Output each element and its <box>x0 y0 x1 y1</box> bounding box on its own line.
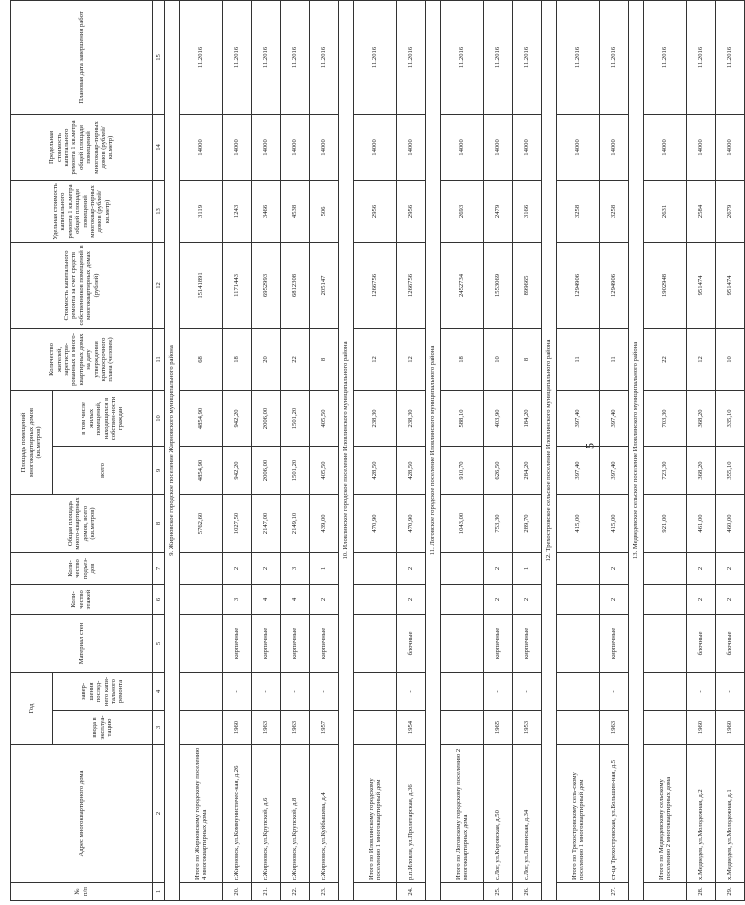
column-numbers: 1 2 3 4 5 6 7 8 9 10 11 12 13 14 15 <box>153 0 165 900</box>
header-address: Адрес многоквартирного дома <box>11 745 153 883</box>
subtotal-label: Итого по Иловлинскому городскому поселению 1 многоквартирный дом <box>354 745 397 883</box>
section-heading: 11. Логовское городское поселение Иловлинского муниципального района <box>426 0 441 900</box>
header-total-area: Общая площадь много-квартирных домов, всего (кв.метров) <box>11 494 153 552</box>
header-premises-area: Площадь помещений многоквартирных домов (кв.метров) <box>11 390 53 494</box>
table-row: 22. г.Жирновск, ул.Крупской, д.8 1963 - кирпичные 4 3 2149,10 1501,20 1501,20 22 6812308 4538 14000 11.2016 <box>281 0 310 900</box>
capital-repair-table <box>10 0 745 901</box>
table-row: 25. с.Лог, ул.Кировская, д.50 1965 - кирпичные 2 2 753,30 626,50 403,90 10 1553069 2479 14000 11.2016 <box>484 0 513 900</box>
table-row: 24. р.п.Иловля, ул.Пролетарская, д.36 1954 - блочные 2 2 470,90 428,50 238,30 12 1266756 2956 14000 11.2016 <box>397 0 426 900</box>
header-commissioning: ввода в эксплуа-тацию <box>53 711 153 745</box>
header-completion-date: Плановая дата завершения работ <box>11 0 153 114</box>
header-floors: Коли-чество этажей <box>11 584 153 614</box>
subtotal-label: Итого по Логовскому городскому поселению 2 многоквартирных дома <box>441 745 484 883</box>
table-row: 29. х.Медведев, ул.Молодежная, д.1 1960 - блочные 2 2 460,00 355,10 335,10 10 951474 2679 14000 11.2016 <box>716 0 745 900</box>
header-last-repair: завер-шения послед-него капи-тального ремонта <box>53 672 153 710</box>
header-area-owned: в том числе жилых помещений, находящихся в собствен-ности граждан <box>53 390 153 446</box>
header-limit-cost: Предельная стоимость капитального ремонта 1 кв.метра общей площади помещений многоквар-тирных домов (рублей/ кв.метр) <box>11 114 153 180</box>
header-unit-cost: Удельная стоимость капитального ремонта 1 кв.метра общей площади помещений многоквар-тирных домов (рублей/ кв.метр) <box>11 180 153 242</box>
subtotal-label: Итого по Медведевскому сельскому поселению 2 многоквартирных дома <box>644 745 687 883</box>
header-number: № п/п <box>11 883 153 901</box>
subtotal-row: Итого по Иловлинскому городскому поселению 1 многоквартирный дом 470,90 428,50 238,30 12 1266756 2956 14000 11.2016 <box>354 0 397 900</box>
section-heading: 12. Трехостровское сельское поселение Иловлинского муниципального района <box>542 0 557 900</box>
section-heading: 13. Медведевское сельское поселение Иловлинского муниципального района <box>629 0 644 900</box>
header-cost: Стоимость капитального ремонта за счет средств собственников помещений в многоквартирных домах (рублей) <box>11 242 153 328</box>
section-heading: 9. Жирновское городское поселение Жирновского муниципального района <box>165 0 180 900</box>
header-residents: Количество жителей, зарегистри-рованных в много-квартирных домах на дату утверждения краткосрочного плана (человек) <box>11 328 153 390</box>
page-number: 5 <box>582 443 597 449</box>
header-year: Год <box>11 672 53 744</box>
table-row: 23. г.Жирновск, ул.Куйбышева, д.4 1957 - кирпичные 2 1 439,00 405,50 405,50 8 205147 506 14000 11.2016 <box>310 0 339 900</box>
subtotal-label: Итого по Трехостровскому сель-скому поселению 1 многоквартирный дом <box>557 745 600 883</box>
section-heading: 10. Иловлинское городское поселение Иловлинского муниципального района <box>339 0 354 900</box>
table-row: 28. х.Медведев, ул.Молодежная, д.2 1960 - блочные 2 2 461,00 368,20 368,20 12 951474 2584 14000 11.2016 <box>687 0 716 900</box>
subtotal-label: Итого по Жирновскому городскому поселению 4 многоквартирных дома <box>180 745 223 883</box>
table-row: 21. г.Жирновск, ул.Крупской, д.6 1963 - кирпичные 4 2 2147,00 2006,00 2006,00 20 6952993 3466 14000 11.2016 <box>252 0 281 900</box>
header-area-total: всего <box>53 446 153 494</box>
subtotal-row: Итого по Жирновскому городскому поселению 4 многоквартирных дома 5762,60 4854,90 4854,90 68 15141891 3119 14000 11.2016 <box>180 0 223 900</box>
header-entrances: Коли-чество подъез-дов <box>11 552 153 584</box>
table-row: 27. ст-ца Трехостровская, ул.Большин-ная, д.5 1963 - кирпичные 2 2 415,00 397,40 397,40 11 1294906 3258 14000 11.2016 <box>600 0 629 900</box>
subtotal-row: Итого по Медведевскому сельскому поселению 2 многоквартирных дома 921,00 723,30 703,30 22 1902948 2631 14000 11.2016 <box>644 0 687 900</box>
subtotal-row: Итого по Логовскому городскому поселению 2 многоквартирных дома 1043,00 910,70 588,10 18 2452734 2693 14000 11.2016 <box>441 0 484 900</box>
subtotal-row: Итого по Трехостровскому сель-скому поселению 1 многоквартирный дом 415,00 397,40 397,40 11 1294906 3258 14000 11.2016 <box>557 0 600 900</box>
table-row: 26. с.Лог, ул.Ленинская, д.34 1953 - кирпичные 2 1 289,70 284,20 184,20 8 899665 3166 14000 11.2016 <box>513 0 542 900</box>
header-wall-material: Материал стен <box>11 614 153 672</box>
table-row: 20. г.Жирновск, ул.Коммунистичес-кая, д.26 1960 - кирпичные 3 2 1027,50 942,20 942,20 18 1171443 1243 14000 11.2016 <box>223 0 252 900</box>
